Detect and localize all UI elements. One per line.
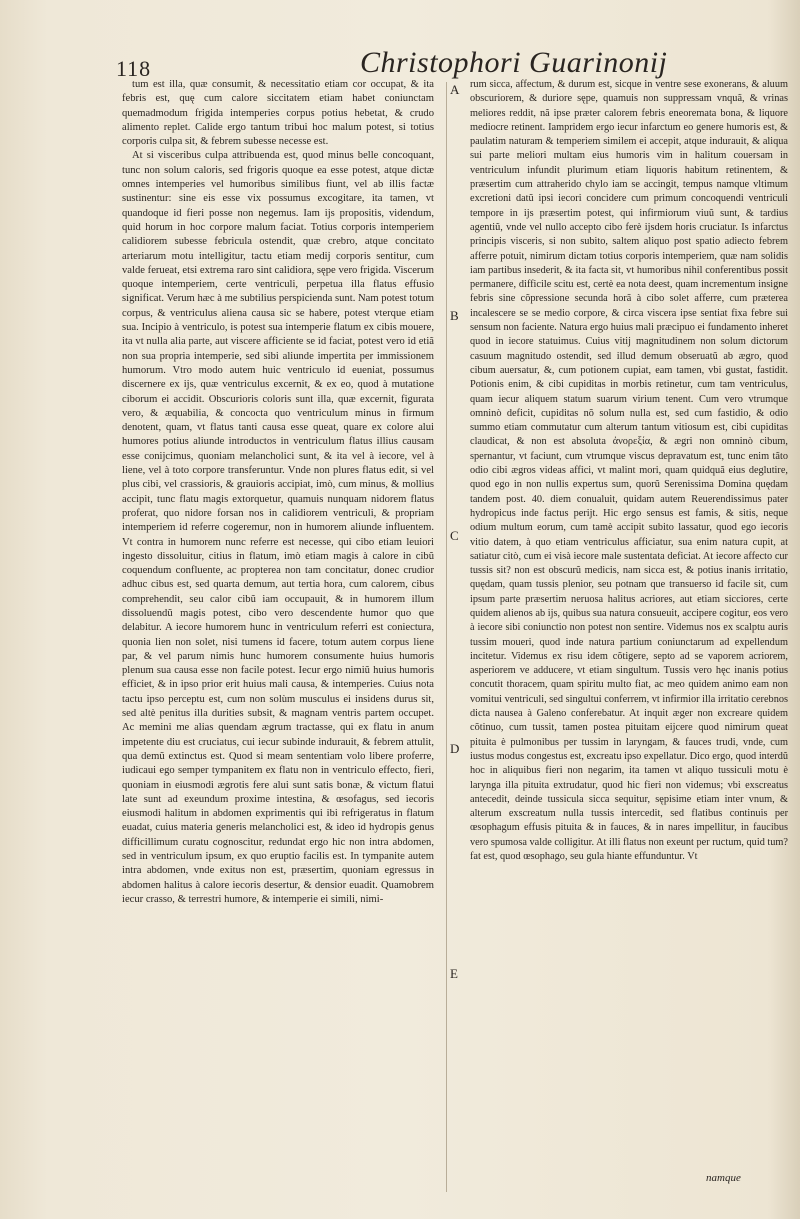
margin-marker-e: E [450, 966, 458, 981]
left-column [122, 78, 434, 907]
column-divider [446, 82, 447, 1192]
margin-marker-b: B [450, 308, 459, 323]
right-column [470, 78, 788, 864]
margin-marker-d: D [450, 741, 460, 756]
margin-marker-a: A [450, 82, 460, 97]
page-number: 118 [116, 56, 152, 81]
left-paragraph-1: tum est illa, quæ consumit, & necessitatio etiam cor occupat, & ita febris est, quę cum calore siccitatem etiam habet coniunctam quemadmodum frigida intemperies corpus potius hebetat, & crudo alimento replet. Calide ergo tantum tribui hoc malum potest, si totius corporis culpa sit, & febrem subesse necesse est. [122, 79, 434, 148]
right-paragraph-1: rum sicca, affectum, & durum est, sicque in ventre sese exonerans, & aluum obscuriorem, & duriore sępe, quamuis non suppressam vnquã, & vrinas meliores reddit, nã ipse præter calorem febris eneoremata bona, & liquore mediocre retinent. Iampridem ergo iecur infarctum eo genere humoris est, & paulatim naturam & temperiem similem ei accepit, atque indurauit, & aliqua sui parte meliori multam eius humoris vim in halitum couersam in ventriculum infundit plurimum etiam liquoris habitum retinentem, & præsertim cum attraherido chylo iam se accingit, tempus namque vltimum excretioni datũ ipsi iecori concidere cum primum concoquendi ventriculi tempore in ijs præsertim potest, qui infirmiorum viuũ sunt, & tardius agentiũ, vnde vel nullo accepto cibo ferè ijsdem horis cruciatur. Is infarctus principis visceris, si non subito, saltem aliquo post spatio adiecto febrem afferre potuit, nimirum dictam totius corporis intemperiem, quæ nam solidis iam partibus insederit, & ita facta sit, vt humoribus nihil conferentibus possit permanere, difficile scitu est, certè ea nota deest, quam incrementum insigne febris sine cõpressione secunda horã à cibo solet afferre, cum præterea incalescere se se medio corpore, & circa viscera ipse sentiat fixa febre sui sensum non faciente. Natura ergo huius mali præcipuo ei fundamento inheret quod in iecore statuimus. Cuius vitij magnitudinem non solum dictorum casuum magnitudo ostendit, sed illud demum obseruatũ ab ægro, quod cibum auersatur, &, cum potionem cupiat, eam tamen, vbi gustat, fastidit. Potionis enim, & cibi cupiditas in morbis retinetur, cum tam ventriculus, quam iecur aliquem statum suarum virium tenent. Cum vero vtrumque omninò deficit, cupiditas nõ solum nulla est, sed cum fastidio, & odio summo etiam commutatur cum alterum tantum vitiosum est, cibi cupiditas claudicat, & non est absoluta ἀνορεξία, & ægri non omninò cibum, spernantur, vt faciunt, cum vtrumque viscus depravatum est, tunc enim tãto odio cibi ægros videas affici, vt malint mori, quam quidquã eius deglutire, quod ego in non nullis expertus sum, quorũ Serenissima Domina quędam tandem post. 40. diem conualuit, quidam autem Reuerendissimus pater hydropicus inde factus perijt. Hic ergo sensus est famis, & sitis, neque odium multum eorum, cum tamè accipit subito lassatur, quod ego iecoris vitio datem, à quo etiam ventriculus afficiatur, sua enim natura cupit, at satiatur citò, cum ei visà iecore male sustentata deficiat. At iecore affecto cur tussis sit? non est obscurũ medicis, nam sicca est, & potius inanis irritatio, quędam, quam tussis plenior, seu potnam que transuerso id facile sit, cum ipsum parte præsertim neruosa halitus acriores, aut etiam sicciores, certe quidem alienos ab ijs, quibus sua natura consueuit, accipere cogitur, eos vero à iecore sibi coniunctio non potest non sentire. Videmus nos ex scalptu auris tussim moueri, quod inde natura partium coniunctarum ad expellendum incitetur. Videmus ex risu idem cõtigere, septo ad se vaporem acriorem, asperiorem ve adducere, vt etiam singultum. Tussis vero hęc inanis potius concutit thoracem, quam spiritu multo fiat, ac meo quidem animo eam non vomitui ventriculi, sed singultui conferrem, vt infirmior illa irritatio cerebnos dicta nausea à Galeno conferebatur. At inquit æger non excreare quidem cõtinuo, cum tussit, tamen postea pituitam eijcere quod nimirum queat pituita è pulmonibus per tussim in laryngam, & fauces trudi, vnde, cum iustus modus congestus est, excreatu ipso expellatur. Dico ergo, quod interdũ hoc in aliquibus fieri non negarim, ita tamen vt aliquo tussiculi motu è larynga illa pituita extrudatur, quod hic fieri non videmus; vbi exscreatus antecedit, deinde tussicula sicca sequitur, sępisime etiam inter vnum, & alterum exscreatum nulla tussis intercedit, sed flatibus continuis per œsophagum effusis pituita & in fauces, & in nares impellitur, in faucibus vero spumosa valde colligitur. At illi flatus non exeunt per ructum, quid tum? fat est, quod œsophago, seu gula hiante effunduntur. Vt [470, 79, 789, 863]
margin-marker-c: C [450, 528, 459, 543]
running-title: Christophori Guarinonij [360, 46, 668, 79]
catchword: namque [706, 1172, 741, 1184]
left-paragraph-2: At si visceribus culpa attribuenda est, quod minus belle concoquant, tunc non solum caloris, sed frigoris quoque ea esse potest, atque dictæ omnes intemperies vel humoribus similibus fiunt, vel ab illis factæ sustinentur: sine eis esse vix possumus excogitare, ita tamen, vt quandoque id fieri posse non negemus. Iam ijs propositis, videndum, quid horum in hoc corpore malum faciat. Totius corporis intemperiem calidiorem subesse febricula ostendit, quæ crebro, atque concitato arteriarum motu intelligitur, tactu etiam medij corporis sentitur, cum valde ferueat, etsi extrema raro sint calidiora, sępe vero frigida. Viscerum quoque intemperiem, certe ventriculi, perpetua illa flatus effusio significat. Verum hæc à me subtilius perspicienda sunt. Nam potest totum corpus, & ventriculus aliena causa sic se habere, potest vterque etiam sua. Incipio à ventriculo, is potest sua intemperie flatum ex cibis mouere, ita vt nulla alia parte, aut viscere afficiente se id faciat, potest vero id etiã non sua propria intemperie, sed sibi aliunde impertita per immissionem humorum. Vtro modo autem huic ventriculo id eueniat, possumus discernere ex ijs, quæ ventriculus excernit, & ex eo, quod à mutatione ciborum ei accidit. Obscurioris coloris sunt illa, quæ excernit, figurata vero, & æquabilia, & concocta quo ventriculum minus in firmum denotent, quam, vt flatus tanti causa esse queat, quare ex colore alui humores potius aliunde introductos in ventriculum flatus illius causam esse conijcimus, quoniam melancholici sunt, & ita vel à iecore, vel à liene, vel à toto corpore transferuntur. Vnde non plures flatus edit, si vel plus cibi, vel crassioris, & grauioris accipiat, imò, cum minus, & mollius accipit, tunc flatu magis extorquetur, quamuis nunquam nidorem flatus proferat, quo nidore forsan nos in calidiorem ventriculi, & propriam intemperiem id referre cogeremur, non in humorem aliunde influentem. Vt contra in humorem nunc referre est necesse, qui cibo etiam leuiori ingesto dissoluitur, citius in flatum, imò etiam magis à calore in cibũ coquendum confluente, ac propterea non tam concitatur, donec crudior adhuc cibus est, sed quarta demum, aut tertia hora, cum calorem, cibus comprehendit, seu calor cibũ iam occupauit, & in humorem illum dissoluendũ magis potest, cibo vero descendente humor quo que delabitur. A iecore humorem hunc in ventriculum referri est coniectura, quonia lien non solet, nisi tumens id facere, totum autem corpus liene par, & vel parum nimis hunc humorem consumente huius humoris plenum sua causa esse non facile potest. Iecur ergo nimiũ huius humoris efficiet, & in ipso prior erit huius mali causa, & intemperies. Cuius nota tactu ipso perceptu est, cum non solùm musculus ei insidens durus sit, sed altè penitus illa durities subsit, & magnam ventris partem occupet. Ac memini me alias quendam ægrum tractasse, qui ex flatu in anum impetente diu est cruciatus, cui iecur subinde indurauit, & febrem attulit, qua demũ extinctus est. Quod si meam sententiam volo libere proferre, iudicaui ego semper tympanitem ex flatu non in ventriculo effecto, fieri, quoniam in eiusmodi ægrotis fere alui sunt satis bonæ, & victum flatui late sunt ad exeundum proxime intestina, & œsofagus, sed iecoris eiusmodi halitum in abdomen exprimentis qui ibi refrigeratus in flatum euadat, cuius materia generis melancholici est, & ideo id hydropis genus difficillimum curatu cognoscitur, redundat ergo hic non intra abdomen, sed in ventriculum ipsum, ex quo eruptio facilis est. In tympanite autem intra abdomen, vnde exitus non est, præsertim, quoniam egressus in abdomen halitus à calore iecoris desertur, & densior euadit. Quamobrem iecur crasso, & terrestri humore, & intemperie ei simili, nimi- [122, 150, 434, 905]
